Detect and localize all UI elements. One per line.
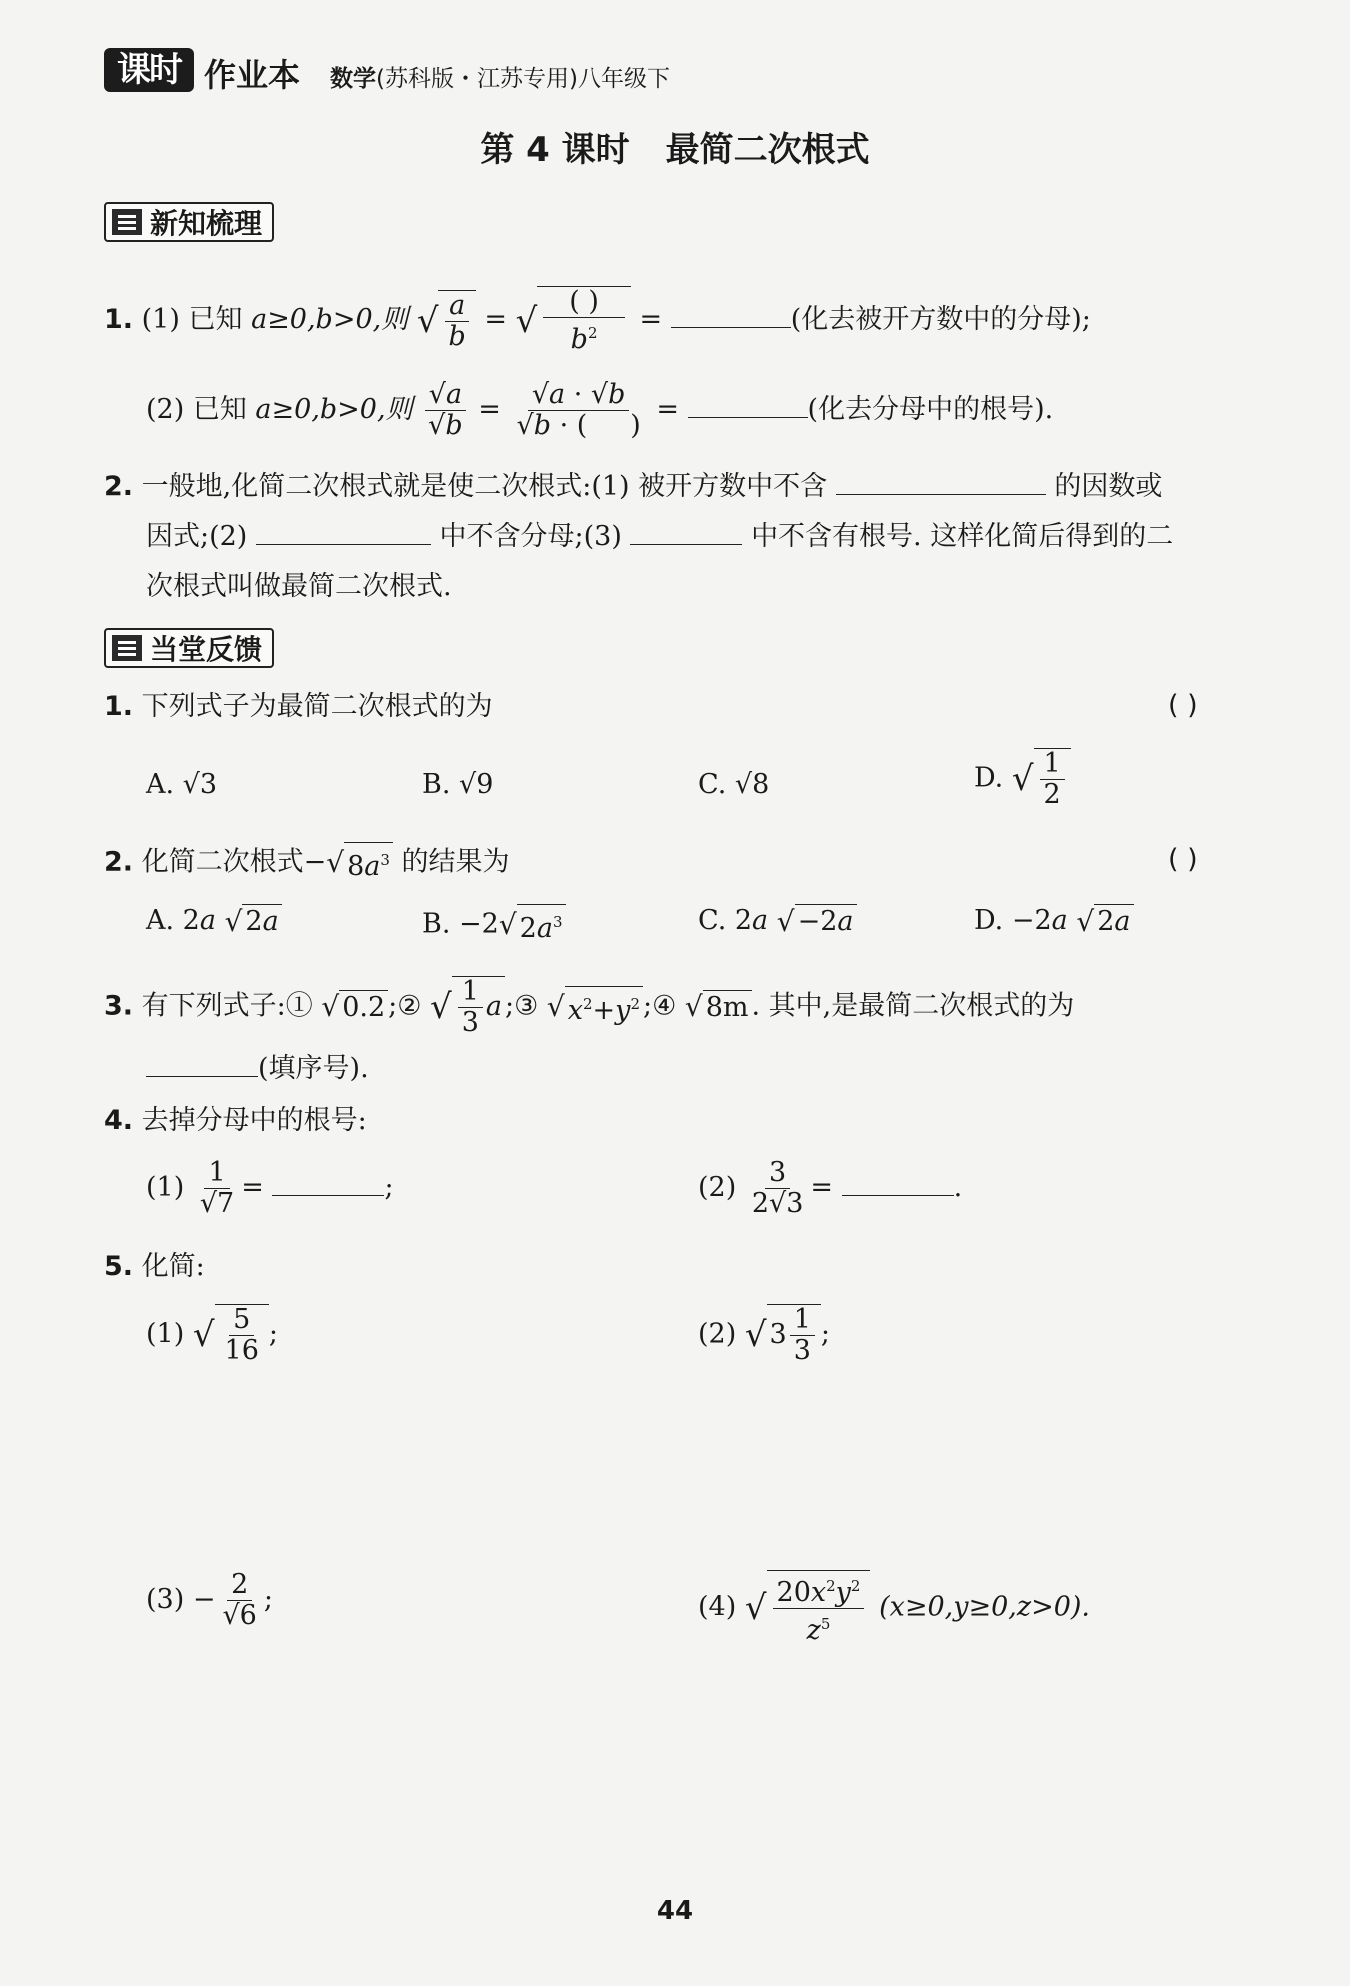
denominator: b: [570, 324, 588, 355]
section-new-knowledge: [104, 202, 274, 242]
feedback-q5-part2: (2) √ 3 $\frac{1}{3}$ ;: [698, 1304, 830, 1366]
text: 化简:: [141, 1251, 205, 1282]
numerator: a: [449, 289, 466, 321]
question-number: 2.: [104, 846, 134, 878]
question-number: 4.: [104, 1105, 134, 1136]
page-number: 44: [656, 1896, 694, 1926]
note: (化去分母中的根号).: [807, 394, 1054, 425]
option-label: B.: [422, 769, 451, 800]
question-number: 1.: [104, 691, 134, 722]
option-label: C.: [698, 769, 727, 800]
feedback-q2: 2. 化简二次根式−√ $8a^3$ 的结果为: [104, 842, 510, 884]
edition: (苏科版・江苏专用)八年级下: [376, 66, 670, 92]
knowledge-q1-part2: (2) 已知 a≥0,b>0,则 $\frac{√a}{√b}$ = $\frac{√a \cdot √b}{√b \cdot ( )}$ = (化去分母中的根号).: [146, 379, 1054, 441]
option-c[interactable]: C. √8: [698, 769, 770, 800]
fraction-sqrt-a-over-sqrt-b: $\frac{√a}{√b}$: [424, 380, 467, 441]
text: 一般地,化简二次根式就是使二次根式:(1) 被开方数中不含: [141, 471, 828, 502]
condition: a≥0,b>0,则: [255, 394, 413, 425]
text: 化简二次根式−: [141, 846, 327, 878]
feedback-q1: [104, 690, 493, 724]
answer-blank[interactable]: [688, 395, 808, 418]
subject-line: [330, 60, 670, 93]
answer-paren[interactable]: ( ): [1168, 690, 1198, 721]
answer-blank[interactable]: [256, 522, 431, 545]
option-b[interactable]: B. −2√ $2a^3$: [422, 904, 566, 946]
part-label: (1) 已知: [141, 304, 243, 335]
part-label: (1): [146, 1172, 185, 1203]
answer-blank[interactable]: [272, 1173, 384, 1196]
answer-paren[interactable]: ( ): [1168, 844, 1198, 875]
option-label: B.: [422, 908, 451, 940]
sqrt-fraction: √ $\frac{a}{b}$: [417, 290, 476, 352]
text: 因式;(2): [146, 521, 248, 552]
question-number: 2.: [104, 471, 134, 502]
lesson-title: [0, 122, 1350, 171]
option-d[interactable]: D. √ $\frac{1}{2}$: [974, 748, 1071, 810]
option-label: D.: [974, 905, 1004, 936]
knowledge-q2-line2: [146, 520, 1173, 554]
part-label: (4): [698, 1591, 737, 1623]
radicand: 8: [752, 769, 770, 800]
pencil-icon: [112, 635, 142, 661]
part-label: (2): [698, 1172, 737, 1203]
numerator-blank: ( ): [543, 287, 625, 318]
radicand: 9: [476, 769, 494, 800]
section-feedback: [104, 628, 274, 668]
text: 中不含有根号. 这样化简后得到的二: [751, 521, 1174, 552]
sqrt-fraction-rhs: √ $\frac{( )}{b^2}$: [516, 286, 631, 355]
knowledge-q2-line3: 次根式叫做最简二次根式.: [146, 571, 452, 602]
feedback-q4: [104, 1104, 367, 1138]
part-label: (1): [146, 1318, 185, 1350]
knowledge-q2-line1: [104, 470, 1162, 504]
text: ;②: [388, 990, 422, 1022]
text: ;③: [505, 990, 539, 1022]
answer-blank[interactable]: [630, 522, 742, 545]
option-a[interactable]: A. √3: [146, 769, 218, 800]
brand-name: 作业本: [204, 56, 301, 94]
subject: 数学: [330, 66, 376, 92]
note: (化去被开方数中的分母);: [790, 304, 1091, 335]
text: 的因数或: [1054, 471, 1163, 502]
feedback-q5-part4: (4) √ $\frac{20x^2y^2}{z^5}$ (x≥0,y≥0,z>0).: [698, 1570, 1090, 1646]
option-label: D.: [974, 762, 1004, 794]
fraction-rationalize: $\frac{√a \cdot √b}{√b \cdot ( )}$: [516, 379, 641, 441]
book-icon: [112, 209, 142, 235]
text: ;④: [642, 990, 677, 1022]
question-number: 3.: [104, 990, 134, 1022]
text: 有下列式子:①: [141, 990, 313, 1022]
radicand: 3: [199, 769, 218, 800]
feedback-q3-line2: [146, 1052, 369, 1086]
feedback-q4-part2: (2) $\frac{3}{2√3}$ = .: [698, 1157, 963, 1219]
answer-blank[interactable]: [146, 1054, 258, 1077]
brand-logo: 课时: [104, 48, 194, 92]
denominator: b: [448, 320, 466, 352]
feedback-q5: [104, 1250, 205, 1284]
answer-blank[interactable]: [836, 472, 1046, 495]
option-b[interactable]: B. √9: [422, 769, 494, 800]
condition: (x≥0,y≥0,z>0).: [879, 1591, 1090, 1623]
text: (填序号).: [258, 1053, 369, 1084]
option-c[interactable]: C. 2a √ −2a: [698, 904, 857, 939]
feedback-q5-part1: (1) √ $\frac{5}{16}$ ;: [146, 1304, 278, 1366]
feedback-q3: 3. 有下列式子:① √ 0.2 ;② √ $\frac{1}{3}$ a ;③ √ $x^2+y^2$ ;④ √ 8m . 其中,是最简二次根式的为: [104, 976, 1075, 1038]
lesson-number: 第 4 课时: [480, 130, 630, 170]
answer-blank[interactable]: [842, 1173, 954, 1196]
condition: a≥0,b>0,则: [251, 304, 409, 335]
text: 的结果为: [401, 846, 510, 878]
option-a[interactable]: A. 2a √ 2a: [146, 904, 282, 939]
option-label: A.: [146, 905, 175, 936]
question-number: 1.: [104, 304, 134, 335]
option-label: C.: [698, 905, 727, 936]
part-label: (3): [146, 1584, 185, 1615]
question-number: 5.: [104, 1251, 134, 1282]
section-label: 当堂反馈: [150, 633, 263, 666]
text: 去掉分母中的根号:: [141, 1105, 367, 1136]
lesson-name: 最简二次根式: [665, 130, 870, 170]
text: 中不含分母;(3): [439, 521, 622, 552]
feedback-q5-part3: (3) − $\frac{2}{√6}$ ;: [146, 1569, 273, 1631]
knowledge-q1-part1: 1. (1) 已知 a≥0,b>0,则 √ $\frac{a}{b}$ = √ $\frac{( )}{b^2}$ = (化去被开方数中的分母);: [104, 286, 1091, 355]
text: . 其中,是最简二次根式的为: [751, 990, 1075, 1022]
radicand: 8m: [703, 990, 752, 1025]
feedback-q4-part1: (1) $\frac{1}{√7}$ = ;: [146, 1157, 394, 1219]
option-label: A.: [146, 769, 175, 800]
part-label: (2) 已知: [146, 394, 247, 425]
section-label: 新知梳理: [150, 207, 263, 240]
text: 下列式子为最简二次根式的为: [141, 691, 493, 722]
answer-blank[interactable]: [671, 305, 791, 328]
option-d[interactable]: D. −2a √ 2a: [974, 904, 1134, 939]
part-label: (2): [698, 1318, 737, 1350]
radicand: 0.2: [339, 990, 388, 1025]
